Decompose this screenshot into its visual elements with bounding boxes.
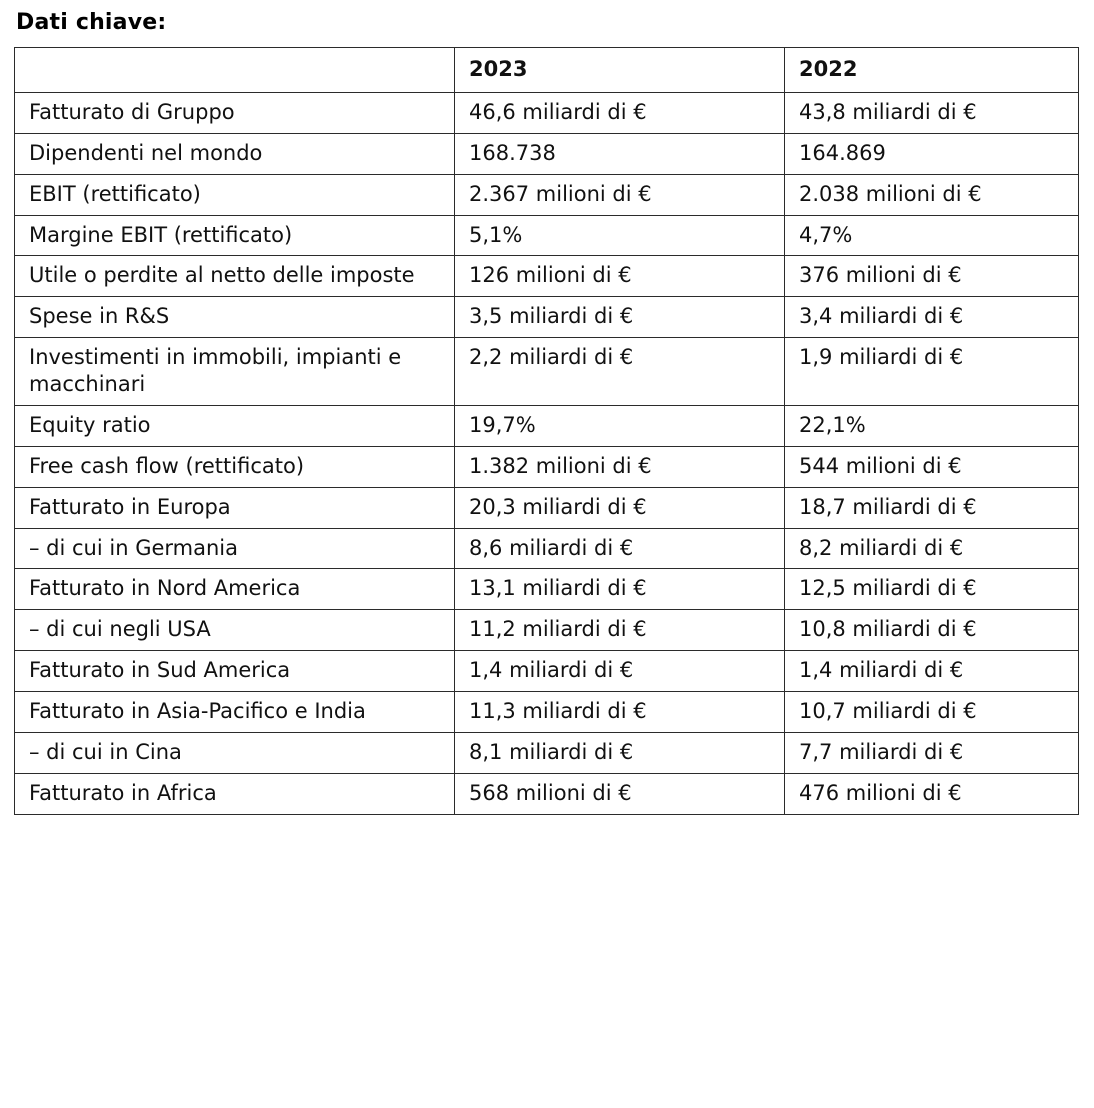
table-row (15, 446, 1079, 487)
table-row (15, 405, 1079, 446)
row-value-2022: 10,8 miliardi di € (785, 610, 1079, 651)
row-label: Fatturato in Africa (15, 773, 455, 814)
table-row (15, 256, 1079, 297)
table-header (15, 48, 1079, 93)
row-label: – di cui in Germania (15, 528, 455, 569)
row-value-2023: 1.382 milioni di € (455, 446, 785, 487)
row-value-2022: 8,2 miliardi di € (785, 528, 1079, 569)
row-value-2022: 3,4 miliardi di € (785, 297, 1079, 338)
table-row (15, 569, 1079, 610)
row-label: Investimenti in immobili, impianti e macchinari (15, 338, 455, 406)
row-label: Utile o perdite al netto delle imposte (15, 256, 455, 297)
row-value-2023: 168.738 (455, 133, 785, 174)
row-value-2022: 476 milioni di € (785, 773, 1079, 814)
row-value-2022: 10,7 miliardi di € (785, 692, 1079, 733)
table-body (15, 92, 1079, 814)
row-label: Equity ratio (15, 405, 455, 446)
column-header-2023: 2023 (455, 48, 785, 93)
table-row (15, 487, 1079, 528)
row-value-2023: 46,6 miliardi di € (455, 92, 785, 133)
row-label: Fatturato in Nord America (15, 569, 455, 610)
table-row (15, 651, 1079, 692)
row-value-2023: 20,3 miliardi di € (455, 487, 785, 528)
table-header-row (15, 48, 1079, 93)
row-label: – di cui negli USA (15, 610, 455, 651)
row-value-2023: 3,5 miliardi di € (455, 297, 785, 338)
row-label: Dipendenti nel mondo (15, 133, 455, 174)
table-row (15, 338, 1079, 406)
row-value-2022: 1,4 miliardi di € (785, 651, 1079, 692)
row-value-2023: 8,6 miliardi di € (455, 528, 785, 569)
column-header-2022: 2022 (785, 48, 1079, 93)
table-row (15, 773, 1079, 814)
row-value-2022: 4,7% (785, 215, 1079, 256)
row-label: Fatturato di Gruppo (15, 92, 455, 133)
row-value-2023: 5,1% (455, 215, 785, 256)
row-value-2022: 544 milioni di € (785, 446, 1079, 487)
page-title: Dati chiave: (16, 10, 167, 35)
table-row (15, 92, 1079, 133)
row-value-2023: 13,1 miliardi di € (455, 569, 785, 610)
row-value-2022: 1,9 miliardi di € (785, 338, 1079, 406)
table-row (15, 692, 1079, 733)
row-label: – di cui in Cina (15, 732, 455, 773)
table-row (15, 732, 1079, 773)
row-value-2022: 12,5 miliardi di € (785, 569, 1079, 610)
table-row (15, 610, 1079, 651)
table-row (15, 528, 1079, 569)
row-value-2023: 19,7% (455, 405, 785, 446)
row-value-2023: 568 milioni di € (455, 773, 785, 814)
row-value-2022: 43,8 miliardi di € (785, 92, 1079, 133)
row-value-2023: 8,1 miliardi di € (455, 732, 785, 773)
table-row (15, 215, 1079, 256)
table-row (15, 133, 1079, 174)
row-label: EBIT (rettificato) (15, 174, 455, 215)
row-value-2022: 18,7 miliardi di € (785, 487, 1079, 528)
table-row (15, 297, 1079, 338)
row-label: Free cash flow (rettificato) (15, 446, 455, 487)
row-value-2022: 7,7 miliardi di € (785, 732, 1079, 773)
row-value-2023: 11,2 miliardi di € (455, 610, 785, 651)
row-label: Spese in R&S (15, 297, 455, 338)
row-value-2022: 376 milioni di € (785, 256, 1079, 297)
row-value-2022: 22,1% (785, 405, 1079, 446)
table-row (15, 174, 1079, 215)
row-value-2023: 11,3 miliardi di € (455, 692, 785, 733)
row-label: Fatturato in Sud America (15, 651, 455, 692)
row-value-2023: 126 milioni di € (455, 256, 785, 297)
row-value-2022: 2.038 milioni di € (785, 174, 1079, 215)
row-label: Fatturato in Asia-Pacifico e India (15, 692, 455, 733)
row-value-2023: 1,4 miliardi di € (455, 651, 785, 692)
row-value-2022: 164.869 (785, 133, 1079, 174)
row-value-2023: 2.367 milioni di € (455, 174, 785, 215)
column-header-label (15, 48, 455, 93)
key-figures-table (14, 47, 1079, 815)
row-label: Fatturato in Europa (15, 487, 455, 528)
row-label: Margine EBIT (rettificato) (15, 215, 455, 256)
row-value-2023: 2,2 miliardi di € (455, 338, 785, 406)
